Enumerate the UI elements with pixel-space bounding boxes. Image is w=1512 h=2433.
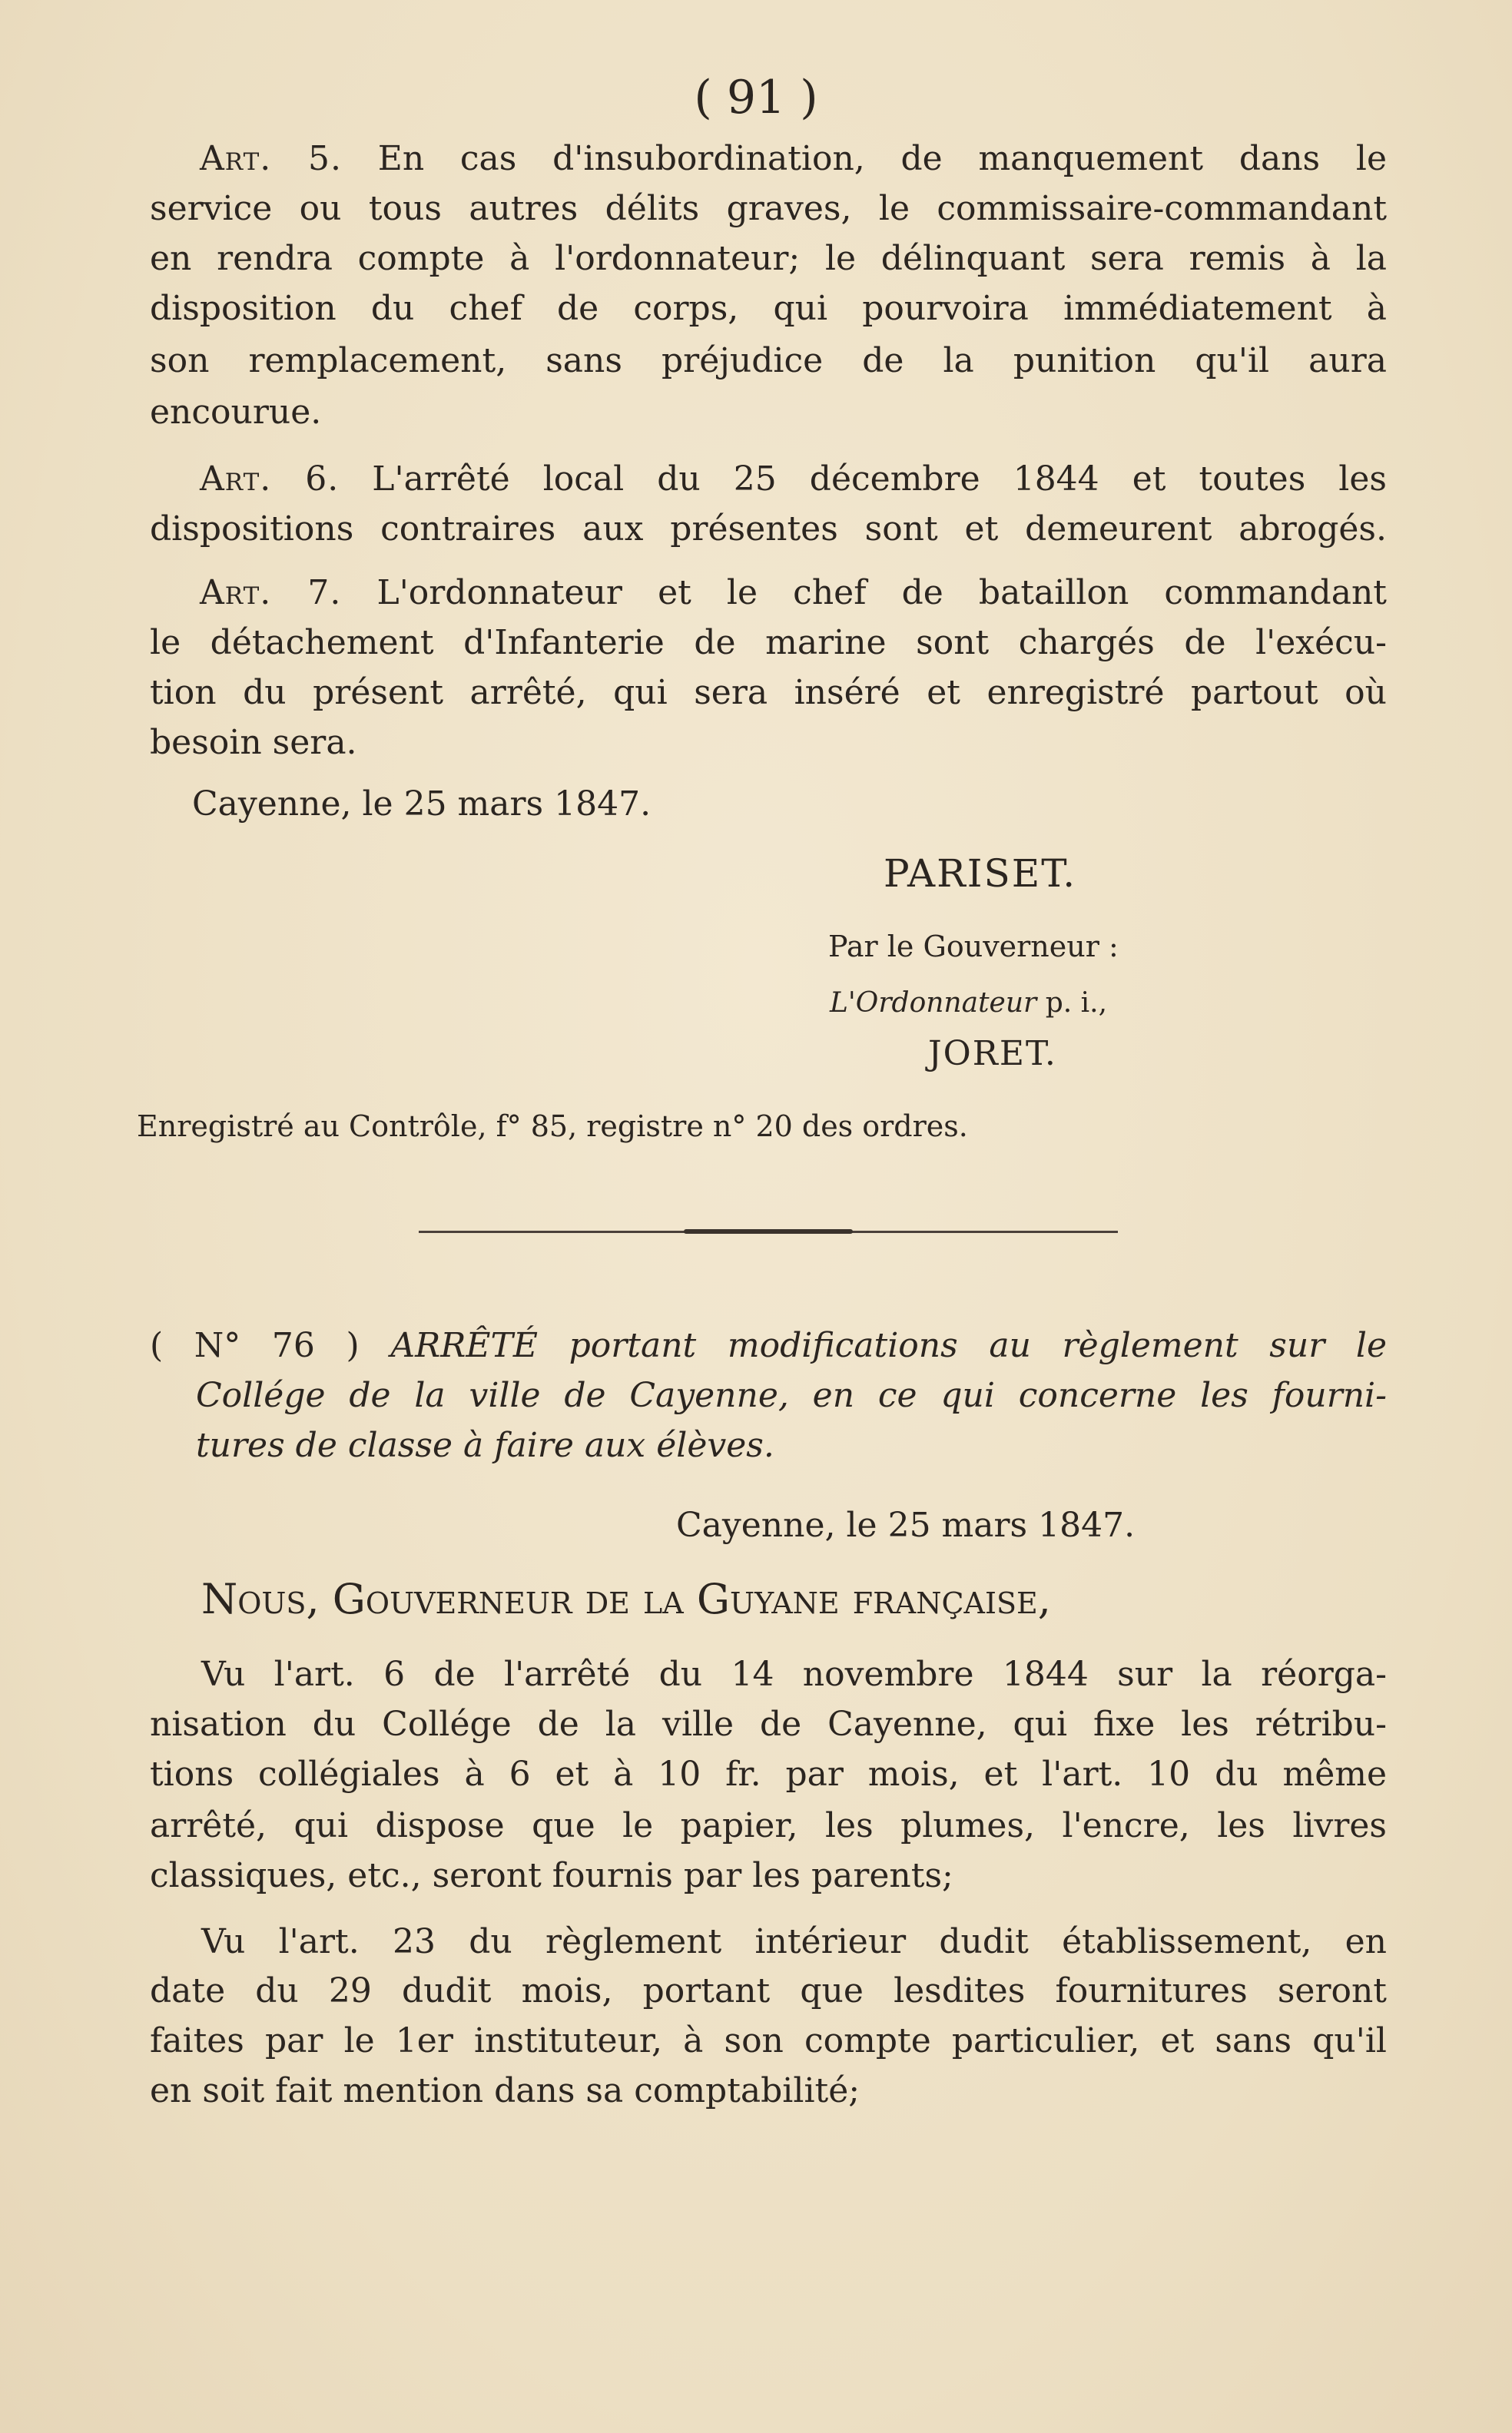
governor-signature: PARISET. xyxy=(884,851,1077,896)
art5-line-2: service ou tous autres délits graves, le commissaire-commandant xyxy=(150,189,1387,228)
vu2-line-2: date du 29 dudit mois, portant que lesdites fournitures seront xyxy=(150,1971,1387,2010)
vu2-line-1: Vu l'art. 23 du règlement intérieur dudit établissement, en xyxy=(201,1922,1387,1961)
decree-title-line-1: ( N° 76 ) ARRÊTÉ portant modifications au règlement sur le xyxy=(150,1326,1387,1365)
art5-line-5: son remplacement, sans préjudice de la punition qu'il aura xyxy=(150,341,1387,380)
ordonnateur-signature: JORET. xyxy=(928,1034,1057,1073)
decree-title-line-2: Collége de la ville de Cayenne, en ce qui concerne les fourni- xyxy=(196,1376,1387,1415)
art5-line-3: en rendra compte à l'ordonnateur; le délinquant sera remis à la xyxy=(150,239,1387,278)
art7-line-2: le détachement d'Infanterie de marine sont chargés de l'exécu- xyxy=(150,623,1387,662)
decree-date: Cayenne, le 25 mars 1847. xyxy=(676,1506,1136,1545)
vu2-line-3: faites par le 1er instituteur, à son compte particulier, et sans qu'il xyxy=(150,2021,1387,2060)
art5-line-1: Art. 5. En cas d'insubordination, de manquement dans le xyxy=(200,139,1387,178)
art7-label: Art. 7. xyxy=(200,573,342,612)
par-le-gouverneur: Par le Gouverneur : xyxy=(828,930,1119,963)
vu1-line-5: classiques, etc., seront fournis par les parents; xyxy=(150,1856,953,1895)
vu1-line-3: tions collégiales à 6 et à 10 fr. par mois, et l'art. 10 du même xyxy=(150,1755,1387,1794)
art5-line-4: disposition du chef de corps, qui pourvoira immédiatement à xyxy=(150,289,1387,328)
page-number: ( 91 ) xyxy=(694,71,818,124)
decree-preamble: Nous, Gouverneur de la Guyane française, xyxy=(201,1575,1051,1623)
art6-line-1: Art. 6. L'arrêté local du 25 décembre 1844 et toutes les xyxy=(200,459,1387,499)
divider-ornament xyxy=(684,1229,853,1234)
vu1-line-4: arrêté, qui dispose que le papier, les plumes, l'encre, les livres xyxy=(150,1806,1387,1845)
art7-line-1: Art. 7. L'ordonnateur et le chef de bataillon commandant xyxy=(200,573,1387,612)
decree-title-line-3: tures de classe à faire aux élèves. xyxy=(196,1426,774,1465)
art6-label: Art. 6. xyxy=(200,459,340,499)
art7-line-4: besoin sera. xyxy=(150,723,357,762)
decree-number: ( N° 76 ) xyxy=(150,1326,360,1365)
art7-line-3: tion du présent arrêté, qui sera inséré et enregistré partout où xyxy=(150,673,1387,712)
signature-date: Cayenne, le 25 mars 1847. xyxy=(192,784,652,824)
art5-line-6: encourue. xyxy=(150,393,322,432)
registry-note: Enregistré au Contrôle, f° 85, registre n° 20 des ordres. xyxy=(137,1109,968,1143)
art6-line-2: dispositions contraires aux présentes sont et demeurent abrogés. xyxy=(150,509,1387,549)
vu1-line-2: nisation du Collége de la ville de Cayenne, qui fixe les rétribu- xyxy=(150,1705,1387,1744)
ordonnateur-line: L'Ordonnateur p. i., xyxy=(830,987,1108,1019)
vu2-line-4: en soit fait mention dans sa comptabilité; xyxy=(150,2071,860,2110)
vu1-line-1: Vu l'art. 6 de l'arrêté du 14 novembre 1844 sur la réorga- xyxy=(201,1655,1387,1694)
art5-label: Art. 5. xyxy=(200,139,342,178)
